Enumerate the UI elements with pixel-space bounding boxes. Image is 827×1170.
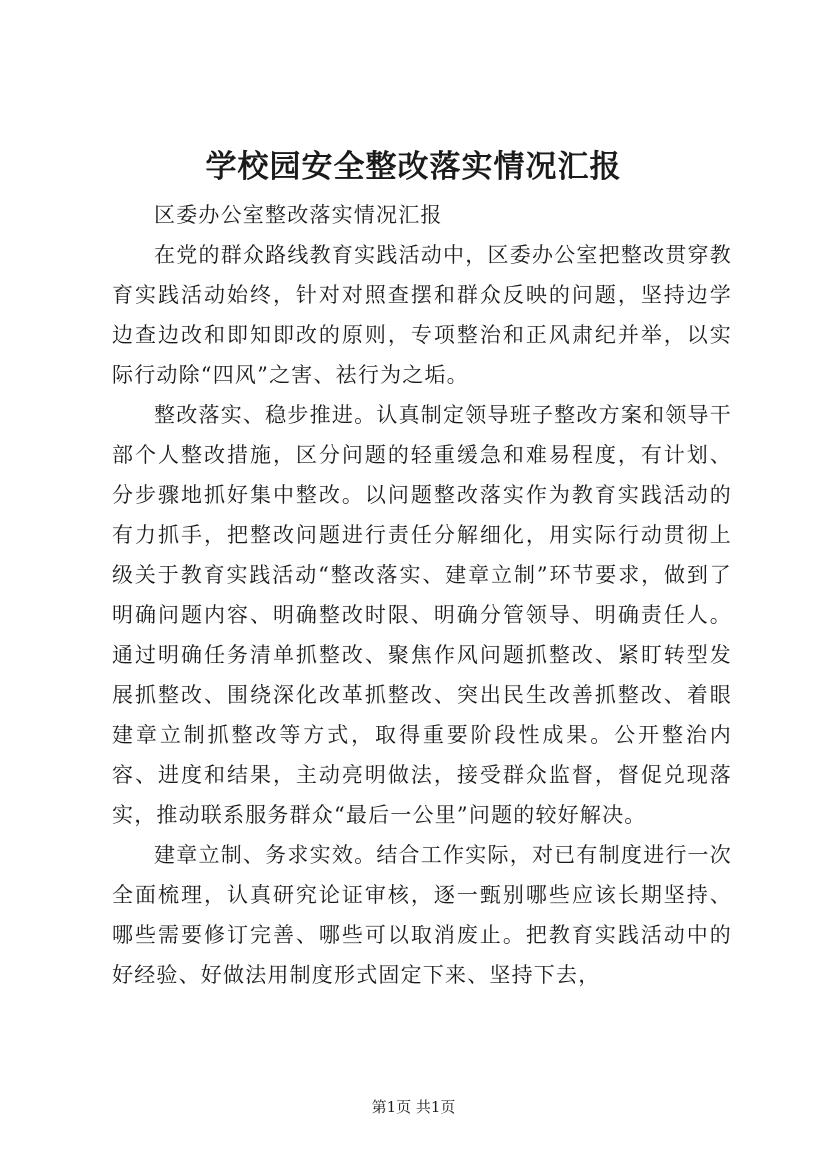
paragraph-institution: 建章立制、务求实效。结合工作实际，对已有制度进行一次全面梳理，认真研究论证审核，逐一甄别哪些应该长期坚持、哪些需要修订完善、哪些可以取消废止。把教育实践活动中的好经验、好做法用制度形式固定下来、坚持下去， [112,843,732,987]
paragraph-rectification: 整改落实、稳步推进。认真制定领导班子整改方案和领导干部个人整改措施，区分问题的轻重缓急和难易程度，有计划、分步骤地抓好集中整改。以问题整改落实作为教育实践活动的有力抓手，把整改问题进行责任分解细化，用实际行动贯彻上级关于教育实践活动“整改落实、建章立制”环节要求，做到了明确问题内容、明确整改时限、明确分管领导、明确责任人。通过明确任务清单抓整改、聚焦作风问题抓整改、紧盯转型发展抓整改、围绕深化改革抓整改、突出民生改善抓整改、着眼建章立制抓整改等方式，取得重要阶段性成果。公开整治内容、进度和结果，主动亮明做法，接受群众监督，督促兑现落实，推动联系服务群众“最后一公里”问题的较好解决。 [112,403,732,827]
paragraph-intro: 在党的群众路线教育实践活动中，区委办公室把整改贯穿教育实践活动始终，针对对照查摆和群众反映的问题，坚持边学边查边改和即知即改的原则，专项整治和正风肃纪并举，以实际行动除“四风”之害、祛行为之垢。 [112,243,732,387]
document-title: 学校园安全整改落实情况汇报 [205,149,622,185]
page-footer: 第1页 共1页 [371,1098,456,1116]
document-body [112,195,732,995]
document-subtitle: 区委办公室整改落实情况汇报 [154,203,443,227]
